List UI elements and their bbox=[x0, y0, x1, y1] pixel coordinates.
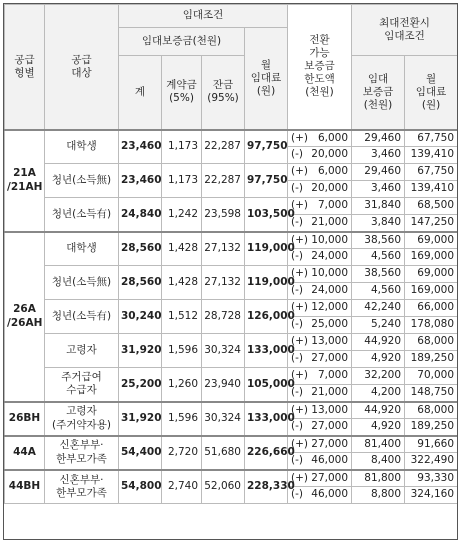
deposit-total-cell: 25,200 bbox=[119, 368, 162, 402]
contract-cell: 1,596 bbox=[162, 334, 202, 368]
conversion-limit-cell bbox=[288, 215, 352, 232]
conversion-limit-value: 10,000 bbox=[311, 267, 349, 280]
conversion-limit-cell bbox=[288, 351, 352, 368]
conversion-limit-value: 24,000 bbox=[311, 250, 349, 263]
conversion-limit-value: 21,000 bbox=[311, 216, 349, 229]
contract-cell: 1,173 bbox=[162, 130, 202, 164]
max-rent-cell: 139,410 bbox=[405, 147, 458, 164]
table-row bbox=[5, 198, 458, 215]
max-deposit-cell: 38,560 bbox=[352, 232, 405, 249]
conversion-sign: (+) bbox=[291, 369, 309, 382]
contract-cell: 1,596 bbox=[162, 402, 202, 436]
header-deposit: 임대보증금(천원) bbox=[119, 28, 245, 56]
max-rent-cell: 324,160 bbox=[405, 487, 458, 504]
max-rent-cell: 169,000 bbox=[405, 249, 458, 266]
max-rent-cell: 68,500 bbox=[405, 198, 458, 215]
contract-cell: 1,260 bbox=[162, 368, 202, 402]
max-rent-cell: 70,000 bbox=[405, 368, 458, 385]
conversion-sign: (+) bbox=[291, 131, 309, 144]
max-deposit-cell: 3,840 bbox=[352, 215, 405, 232]
supply-type-cell: 26A /26AH bbox=[5, 232, 45, 402]
deposit-total-cell: 24,840 bbox=[119, 198, 162, 232]
max-rent-cell: 91,660 bbox=[405, 436, 458, 453]
balance-cell: 51,680 bbox=[202, 436, 245, 470]
supply-target-cell: 대학생 bbox=[45, 130, 119, 164]
header-total: 계 bbox=[119, 56, 162, 130]
supply-target-cell: 청년(소득有) bbox=[45, 198, 119, 232]
max-deposit-cell: 3,460 bbox=[352, 147, 405, 164]
conversion-limit-cell bbox=[288, 130, 352, 147]
supply-type-cell: 44BH bbox=[5, 470, 45, 504]
contract-cell: 1,512 bbox=[162, 300, 202, 334]
supply-type-cell: 26BH bbox=[5, 402, 45, 436]
monthly-rent-cell: 126,000 bbox=[245, 300, 288, 334]
conversion-limit-value: 27,000 bbox=[311, 420, 349, 433]
conversion-limit-value: 13,000 bbox=[311, 335, 349, 348]
conversion-limit-value: 20,000 bbox=[311, 182, 349, 195]
supply-target-cell: 신혼부부· 한부모가족 bbox=[45, 436, 119, 470]
header-max-deposit: 임대 보증금 (천원) bbox=[352, 56, 405, 130]
max-rent-cell: 68,000 bbox=[405, 402, 458, 419]
conversion-limit-value: 12,000 bbox=[311, 301, 349, 314]
supply-target-cell: 고령자 bbox=[45, 334, 119, 368]
conversion-sign: (+) bbox=[291, 437, 309, 450]
max-deposit-cell: 81,400 bbox=[352, 436, 405, 453]
contract-cell: 2,740 bbox=[162, 470, 202, 504]
max-deposit-cell: 29,460 bbox=[352, 130, 405, 147]
conversion-sign: (+) bbox=[291, 165, 309, 178]
header-supply-type: 공급 형별 bbox=[5, 5, 45, 130]
conversion-limit-value: 13,000 bbox=[311, 403, 349, 416]
table-row bbox=[5, 334, 458, 351]
contract-cell: 1,242 bbox=[162, 198, 202, 232]
table-row bbox=[5, 436, 458, 453]
monthly-rent-cell: 103,500 bbox=[245, 198, 288, 232]
supply-target-cell: 청년(소득有) bbox=[45, 300, 119, 334]
balance-cell: 22,287 bbox=[202, 130, 245, 164]
max-deposit-cell: 4,560 bbox=[352, 249, 405, 266]
conversion-limit-value: 24,000 bbox=[311, 284, 349, 297]
conversion-limit-value: 20,000 bbox=[311, 148, 349, 161]
monthly-rent-cell: 228,330 bbox=[245, 470, 288, 504]
conversion-limit-cell bbox=[288, 266, 352, 283]
conversion-limit-cell bbox=[288, 232, 352, 249]
conversion-limit-value: 46,000 bbox=[311, 454, 349, 467]
contract-cell: 1,428 bbox=[162, 232, 202, 266]
max-deposit-cell: 8,800 bbox=[352, 487, 405, 504]
table-row bbox=[5, 402, 458, 419]
max-deposit-cell: 29,460 bbox=[352, 164, 405, 181]
conversion-limit-cell bbox=[288, 470, 352, 487]
deposit-total-cell: 54,800 bbox=[119, 470, 162, 504]
supply-target-cell: 청년(소득無) bbox=[45, 164, 119, 198]
conversion-limit-value: 10,000 bbox=[311, 233, 349, 246]
header-monthly-rent: 월 임대료 (원) bbox=[245, 28, 288, 130]
max-rent-cell: 189,250 bbox=[405, 419, 458, 436]
deposit-total-cell: 31,920 bbox=[119, 334, 162, 368]
conversion-limit-value: 21,000 bbox=[311, 386, 349, 399]
conversion-sign: (-) bbox=[291, 182, 303, 195]
conversion-sign: (-) bbox=[291, 148, 303, 161]
conversion-sign: (-) bbox=[291, 250, 303, 263]
header-rent-conditions: 임대조건 bbox=[119, 5, 288, 28]
max-rent-cell: 139,410 bbox=[405, 181, 458, 198]
max-deposit-cell: 8,400 bbox=[352, 453, 405, 470]
conversion-limit-value: 6,000 bbox=[317, 165, 349, 178]
conversion-sign: (-) bbox=[291, 386, 303, 399]
monthly-rent-cell: 105,000 bbox=[245, 368, 288, 402]
conversion-limit-cell bbox=[288, 317, 352, 334]
conversion-sign: (-) bbox=[291, 284, 303, 297]
conversion-limit-cell bbox=[288, 385, 352, 402]
deposit-total-cell: 28,560 bbox=[119, 266, 162, 300]
conversion-limit-cell bbox=[288, 419, 352, 436]
deposit-total-cell: 23,460 bbox=[119, 130, 162, 164]
max-rent-cell: 148,750 bbox=[405, 385, 458, 402]
balance-cell: 30,324 bbox=[202, 402, 245, 436]
header-supply-target: 공급 대상 bbox=[45, 5, 119, 130]
conversion-limit-cell bbox=[288, 436, 352, 453]
max-rent-cell: 67,750 bbox=[405, 130, 458, 147]
conversion-sign: (+) bbox=[291, 335, 309, 348]
header-conversion-limit: 전환 가능 보증금 한도액 (천원) bbox=[288, 5, 352, 130]
monthly-rent-cell: 226,660 bbox=[245, 436, 288, 470]
monthly-rent-cell: 119,000 bbox=[245, 266, 288, 300]
header-contract: 계약금 (5%) bbox=[162, 56, 202, 130]
max-deposit-cell: 5,240 bbox=[352, 317, 405, 334]
supply-type-cell: 44A bbox=[5, 436, 45, 470]
header-balance: 잔금 (95%) bbox=[202, 56, 245, 130]
table-row bbox=[5, 130, 458, 147]
conversion-sign: (+) bbox=[291, 301, 309, 314]
rent-conditions-table bbox=[4, 4, 458, 504]
conversion-sign: (-) bbox=[291, 420, 303, 433]
table-row bbox=[5, 470, 458, 487]
rent-table-frame bbox=[3, 3, 458, 540]
conversion-limit-value: 7,000 bbox=[317, 199, 349, 212]
balance-cell: 52,060 bbox=[202, 470, 245, 504]
max-rent-cell: 69,000 bbox=[405, 232, 458, 249]
header-max-conversion: 최대전환시 임대조건 bbox=[352, 5, 458, 56]
conversion-sign: (-) bbox=[291, 352, 303, 365]
max-deposit-cell: 31,840 bbox=[352, 198, 405, 215]
max-rent-cell: 68,000 bbox=[405, 334, 458, 351]
monthly-rent-cell: 133,000 bbox=[245, 402, 288, 436]
table-row bbox=[5, 266, 458, 283]
balance-cell: 30,324 bbox=[202, 334, 245, 368]
max-deposit-cell: 81,800 bbox=[352, 470, 405, 487]
monthly-rent-cell: 97,750 bbox=[245, 164, 288, 198]
conversion-limit-value: 27,000 bbox=[311, 352, 349, 365]
conversion-limit-cell bbox=[288, 164, 352, 181]
balance-cell: 23,598 bbox=[202, 198, 245, 232]
conversion-limit-value: 27,000 bbox=[311, 471, 349, 484]
max-rent-cell: 67,750 bbox=[405, 164, 458, 181]
supply-type-cell: 21A /21AH bbox=[5, 130, 45, 232]
conversion-sign: (+) bbox=[291, 403, 309, 416]
conversion-limit-cell bbox=[288, 334, 352, 351]
max-deposit-cell: 4,560 bbox=[352, 283, 405, 300]
max-rent-cell: 147,250 bbox=[405, 215, 458, 232]
table-row bbox=[5, 232, 458, 249]
balance-cell: 27,132 bbox=[202, 266, 245, 300]
contract-cell: 1,173 bbox=[162, 164, 202, 198]
monthly-rent-cell: 119,000 bbox=[245, 232, 288, 266]
balance-cell: 27,132 bbox=[202, 232, 245, 266]
max-deposit-cell: 42,240 bbox=[352, 300, 405, 317]
max-deposit-cell: 32,200 bbox=[352, 368, 405, 385]
conversion-limit-value: 6,000 bbox=[317, 131, 349, 144]
table-row bbox=[5, 368, 458, 385]
conversion-sign: (-) bbox=[291, 488, 303, 501]
contract-cell: 2,720 bbox=[162, 436, 202, 470]
conversion-limit-cell bbox=[288, 368, 352, 385]
conversion-sign: (+) bbox=[291, 267, 309, 280]
conversion-limit-cell bbox=[288, 249, 352, 266]
conversion-limit-cell bbox=[288, 487, 352, 504]
conversion-limit-value: 46,000 bbox=[311, 488, 349, 501]
max-deposit-cell: 3,460 bbox=[352, 181, 405, 198]
max-rent-cell: 66,000 bbox=[405, 300, 458, 317]
balance-cell: 28,728 bbox=[202, 300, 245, 334]
conversion-sign: (+) bbox=[291, 199, 309, 212]
supply-target-cell: 대학생 bbox=[45, 232, 119, 266]
deposit-total-cell: 30,240 bbox=[119, 300, 162, 334]
conversion-sign: (-) bbox=[291, 318, 303, 331]
max-deposit-cell: 44,920 bbox=[352, 402, 405, 419]
conversion-limit-cell bbox=[288, 402, 352, 419]
conversion-sign: (+) bbox=[291, 233, 309, 246]
conversion-limit-value: 7,000 bbox=[317, 369, 349, 382]
supply-target-cell: 청년(소득無) bbox=[45, 266, 119, 300]
max-rent-cell: 189,250 bbox=[405, 351, 458, 368]
contract-cell: 1,428 bbox=[162, 266, 202, 300]
max-rent-cell: 322,490 bbox=[405, 453, 458, 470]
deposit-total-cell: 31,920 bbox=[119, 402, 162, 436]
max-rent-cell: 169,000 bbox=[405, 283, 458, 300]
table-body bbox=[5, 130, 458, 504]
balance-cell: 23,940 bbox=[202, 368, 245, 402]
conversion-limit-cell bbox=[288, 181, 352, 198]
conversion-sign: (-) bbox=[291, 454, 303, 467]
conversion-limit-cell bbox=[288, 453, 352, 470]
supply-target-cell: 주거급여 수급자 bbox=[45, 368, 119, 402]
max-deposit-cell: 44,920 bbox=[352, 334, 405, 351]
conversion-limit-cell bbox=[288, 283, 352, 300]
conversion-sign: (+) bbox=[291, 471, 309, 484]
conversion-limit-cell bbox=[288, 300, 352, 317]
max-deposit-cell: 4,920 bbox=[352, 419, 405, 436]
supply-target-cell: 신혼부부· 한부모가족 bbox=[45, 470, 119, 504]
deposit-total-cell: 54,400 bbox=[119, 436, 162, 470]
header-max-rent: 월 임대료 (원) bbox=[405, 56, 458, 130]
table-row bbox=[5, 164, 458, 181]
max-deposit-cell: 4,200 bbox=[352, 385, 405, 402]
max-deposit-cell: 38,560 bbox=[352, 266, 405, 283]
balance-cell: 22,287 bbox=[202, 164, 245, 198]
conversion-sign: (-) bbox=[291, 216, 303, 229]
table-row bbox=[5, 300, 458, 317]
max-deposit-cell: 4,920 bbox=[352, 351, 405, 368]
max-rent-cell: 93,330 bbox=[405, 470, 458, 487]
max-rent-cell: 178,080 bbox=[405, 317, 458, 334]
conversion-limit-value: 25,000 bbox=[311, 318, 349, 331]
conversion-limit-cell bbox=[288, 147, 352, 164]
max-rent-cell: 69,000 bbox=[405, 266, 458, 283]
deposit-total-cell: 28,560 bbox=[119, 232, 162, 266]
monthly-rent-cell: 133,000 bbox=[245, 334, 288, 368]
monthly-rent-cell: 97,750 bbox=[245, 130, 288, 164]
supply-target-cell: 고령자 (주거약자용) bbox=[45, 402, 119, 436]
conversion-limit-cell bbox=[288, 198, 352, 215]
deposit-total-cell: 23,460 bbox=[119, 164, 162, 198]
conversion-limit-value: 27,000 bbox=[311, 437, 349, 450]
